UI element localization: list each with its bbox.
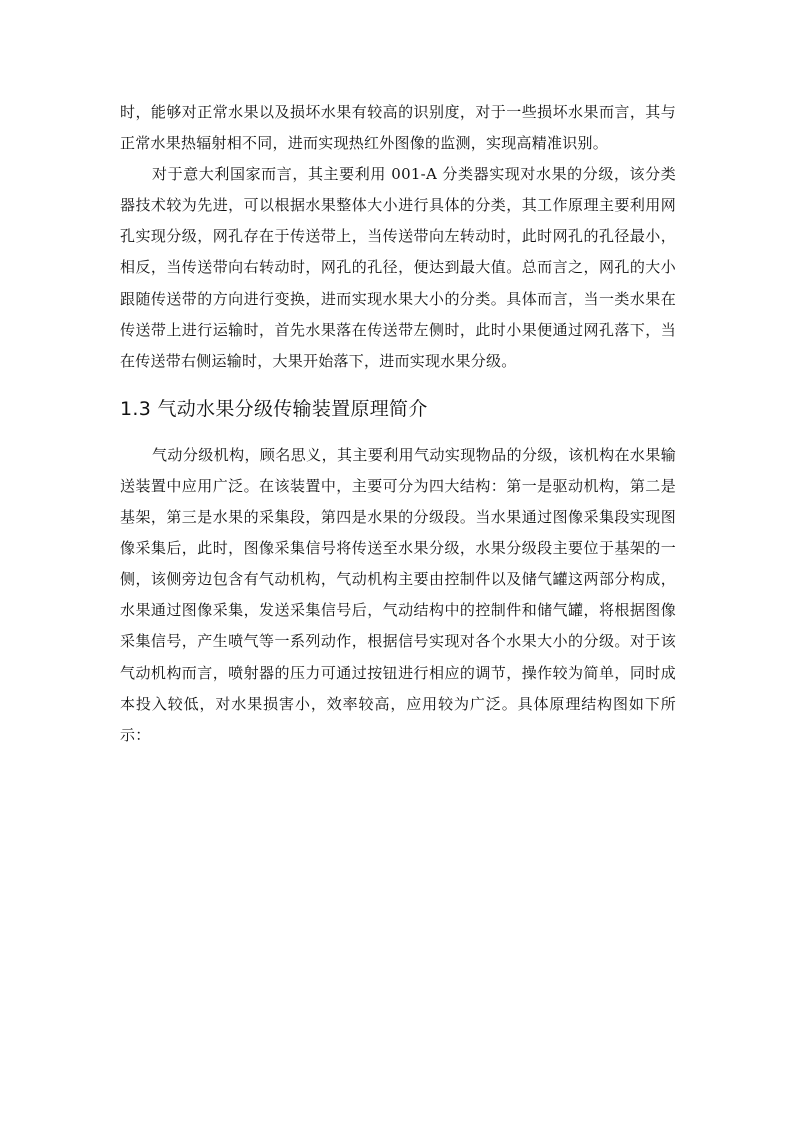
page-body (120, 97, 676, 751)
paragraph-italy-classifier: 对于意大利国家而言，其主要利用 001-A 分类器实现对水果的分级，该分类器技术较为先进，可以根据水果整体大小进行具体的分类，其工作原理主要利用网孔实现分级，网孔存在于传送带上，当传送带向左转动时，此时网孔的孔径最小，相反，当传送带向右转动时，网孔的孔径，便达到最大值。总而言之，网孔的大小跟随传送带的方向进行变换，进而实现水果大小的分类。具体而言，当一类水果在传送带上进行运输时，首先水果落在传送带左侧时，此时小果便通过网孔落下，当在传送带右侧运输时，大果开始落下，进而实现水果分级。 (120, 165, 676, 370)
paragraph-pneumatic-mechanism: 气动分级机构，顾名思义，其主要利用气动实现物品的分级，该机构在水果输送装置中应用广泛。在该装置中，主要可分为四大结构：第一是驱动机构，第二是基架，第三是水果的采集段，第四是水果的分级段。当水果通过图像采集段实现图像采集后，此时，图像采集信号将传送至水果分级，水果分级段主要位于基架的一侧，该侧旁边包含有气动机构，气动机构主要由控制件以及储气罐这两部分构成，水果通过图像采集，发送采集信号后，气动结构中的控制件和储气罐，将根据图像采集信号，产生喷气等一系列动作，根据信号实现对各个水果大小的分级。对于该气动机构而言，喷射器的压力可通过按钮进行相应的调节，操作较为简单，同时成本投入较低，对水果损害小，效率较高，应用较为广泛。具体原理结构图如下所示： (120, 445, 676, 744)
section-heading: 1.3 气动水果分级传输装置原理简介 (120, 397, 428, 420)
paragraph-continuation: 时，能够对正常水果以及损坏水果有较高的识别度，对于一些损坏水果而言，其与正常水果热辐射相不同，进而实现热红外图像的监测，实现高精准识别。 (120, 103, 676, 153)
